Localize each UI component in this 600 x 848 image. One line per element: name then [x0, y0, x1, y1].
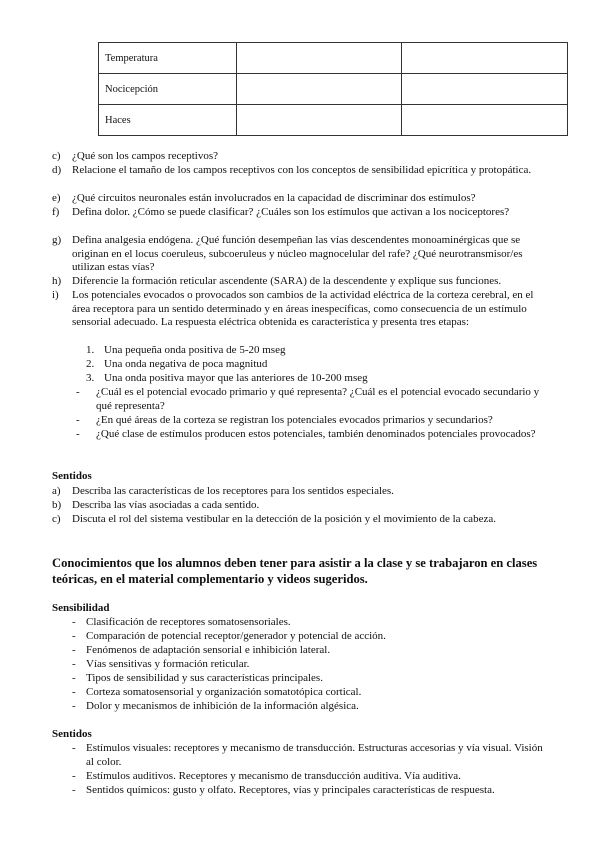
list-item-text: Estímulos auditivos. Receptores y mecanismo de transducción auditiva. Vía auditiva. — [86, 770, 461, 782]
list-item-text: Tipos de sensibilidad y sus características principales. — [86, 672, 323, 684]
list-marker: 3. — [86, 372, 95, 384]
table-row — [99, 43, 568, 74]
list-marker: - — [72, 616, 76, 628]
list-marker: - — [72, 742, 76, 754]
question-text: Describa las vías asociadas a cada sentido. — [72, 499, 260, 511]
list-marker: - — [72, 630, 76, 642]
list-item-text: Estímulos visuales: receptores y mecanismo de transducción. Estructuras accesorias y vía visual. Visión al color. — [86, 742, 543, 768]
list-marker: b) — [52, 499, 62, 511]
table-row — [99, 105, 568, 136]
section-heading-sensibilidad: Sensibilidad — [52, 602, 110, 614]
table-cell — [402, 43, 568, 74]
question-text: Discuta el rol del sistema vestibular en la detección de la posición y el movimiento de la cabeza. — [72, 513, 496, 525]
list-marker: 2. — [86, 358, 95, 370]
question-text: Defina dolor. ¿Cómo se puede clasificar? ¿Cuáles son los estímulos que activan a los nociceptores? — [72, 206, 510, 218]
question-text: Relacione el tamaño de los campos receptivos con los conceptos de sensibilidad epicrítica y protopática. — [72, 164, 532, 176]
list-marker: f) — [52, 206, 60, 218]
list-marker: - — [72, 658, 76, 670]
table-cell-label: Haces — [99, 105, 237, 136]
list-marker: - — [72, 672, 76, 684]
list-marker: c) — [52, 150, 61, 162]
list-item-text: Una pequeña onda positiva de 5-20 mseg — [104, 344, 286, 356]
list-marker: d) — [52, 164, 62, 176]
list-item-text: Corteza somatosensorial y organización somatotópica cortical. — [86, 686, 362, 698]
list-item-text: ¿Cuál es el potencial evocado primario y qué representa? ¿Cuál es el potencial evocado secundario y qué representa? — [96, 386, 540, 412]
list-item-text: Una onda positiva mayor que las anteriores de 10-200 mseg — [104, 372, 368, 384]
list-marker: - — [76, 386, 80, 398]
list-marker: i) — [52, 289, 59, 301]
list-item-text: ¿Qué clase de estímulos producen estos potenciales, también denominados potenciales provocados? — [96, 428, 536, 440]
table-cell-label: Temperatura — [99, 43, 237, 74]
list-item-text: Una onda negativa de poca magnitud — [104, 358, 268, 370]
question-text: Diferencie la formación reticular ascendente (SARA) de la descendente y explique sus funciones. — [72, 275, 502, 287]
list-marker: h) — [52, 275, 62, 287]
knowledge-heading: Conocimientos que los alumnos deben tener para asistir a la clase y se trabajaron en clases teóricas, en el material complementario y videos sugeridos. — [52, 556, 538, 586]
list-marker: a) — [52, 485, 61, 497]
list-marker: - — [72, 700, 76, 712]
list-marker: g) — [52, 234, 62, 246]
section-heading-sentidos-knowledge: Sentidos — [52, 728, 92, 740]
list-marker: - — [72, 770, 76, 782]
table-cell-label: Nocicepción — [99, 74, 237, 105]
list-item-text: Sentidos químicos: gusto y olfato. Receptores, vías y principales características de respuesta. — [86, 784, 495, 796]
table-cell — [237, 74, 402, 105]
table-cell — [237, 43, 402, 74]
table-row — [99, 74, 568, 105]
list-marker: - — [76, 428, 80, 440]
list-marker: - — [72, 644, 76, 656]
table-cell — [237, 105, 402, 136]
section-heading-sentidos: Sentidos — [52, 470, 92, 482]
list-item-text: ¿En qué áreas de la corteza se registran los potenciales evocados primarios y secundarios? — [96, 414, 493, 426]
list-marker: 1. — [86, 344, 95, 356]
list-marker: e) — [52, 192, 61, 204]
list-marker: - — [72, 686, 76, 698]
question-text: Los potenciales evocados o provocados son cambios de la actividad eléctrica de la corteza cerebral, en el área receptora para un sentido determinado y en áreas inespecíficas, como consecuencia de un estímulo sensorial adecuado. La respuesta eléctrica obtenida es característica y presenta tres etapas: — [72, 289, 534, 328]
list-marker: - — [76, 414, 80, 426]
question-text: ¿Qué son los campos receptivos? — [72, 150, 219, 162]
table-cell — [402, 74, 568, 105]
comparison-table — [98, 42, 568, 136]
list-item-text: Vías sensitivas y formación reticular. — [86, 658, 250, 670]
list-item-text: Comparación de potencial receptor/generador y potencial de acción. — [86, 630, 386, 642]
list-item-text: Clasificación de receptores somatosensoriales. — [86, 616, 291, 628]
list-marker: - — [72, 784, 76, 796]
question-text: Defina analgesia endógena. ¿Qué función desempeñan las vías descendentes monoaminérgicas que se originan en el locus coeruleus, subcoeruleus y núcleo magnocelular del rafe? ¿Qué neurotransmisor/es utilizan estas vías? — [72, 234, 523, 273]
table-cell — [402, 105, 568, 136]
question-text: ¿Qué circuitos neuronales están involucrados en la capacidad de discriminar dos estímulos? — [72, 192, 476, 204]
question-text: Describa las características de los receptores para los sentidos especiales. — [72, 485, 394, 497]
list-marker: c) — [52, 513, 61, 525]
list-item-text: Dolor y mecanismos de inhibición de la información algésica. — [86, 700, 359, 712]
list-item-text: Fenómenos de adaptación sensorial e inhibición lateral. — [86, 644, 331, 656]
